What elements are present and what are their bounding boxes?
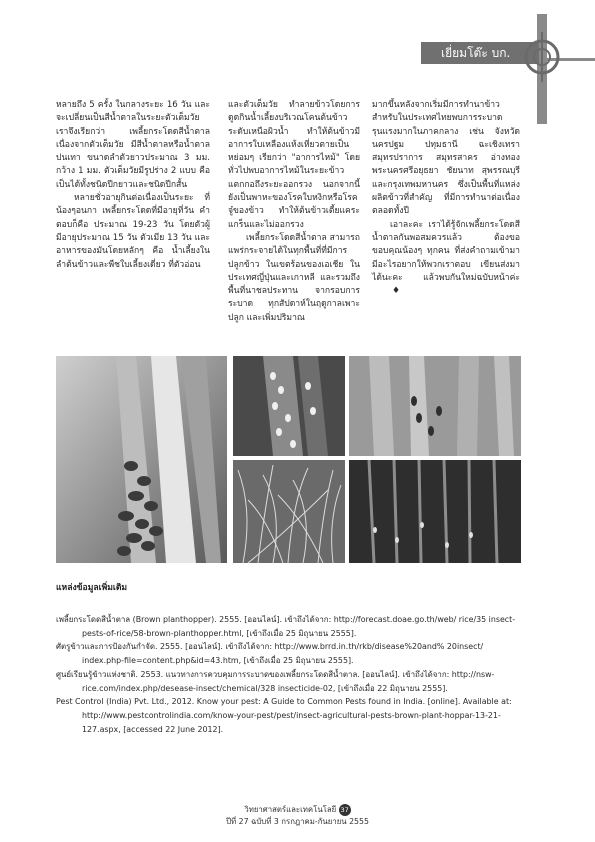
photo-rice-stems-infestation xyxy=(349,460,521,563)
reference-item: เพลี้ยกระโดดสีน้ำตาล (Brown planthopper). 2555. [ออนไลน์]. เข้าถึงได้จาก: http://forecast.doae.go.th/web/ rice/35 insect-pests-of-rice/58-brown-planthopper.html, [เข้าถึงเมื่อ 25 มิถุนายน 2555]. xyxy=(56,615,516,638)
paragraph: เพลี้ยกระโดดสีน้ำตาล สามารถแพร่กระจายได้ในทุกพื้นที่ที่มีการปลูกข้าว ในเขตร้อนของเอเชีย ในประเทศญี่ปุ่นและเกาหลี และรวมถึงพื้นที่นาชลประทาน จากรอบการระบาด ทุกสัปดาห์ในฤดูกาลเพาะปลูก และเพิ่มปริมาณ xyxy=(228,232,360,323)
text-column-2 xyxy=(228,99,360,325)
paragraph: มากขึ้นหลังจากเริ่มมีการทำนาข้าว สำหรับในประเทศไทยพบการระบาดรุนแรงมากในภาคกลาง เช่น จังหวัดนครปฐม ปทุมธานี ฉะเชิงเทรา สมุทรปราการ สมุทรสาคร อ่างทอง พระนครศรีอยุธยา ชัยนาท สุพรรณบุรี และกรุงเทพมหานคร ซึ่งเป็นพื้นที่แหล่งผลิตข้าวที่สำคัญ ที่มีการทำนาต่อเนื่องตลอดทั้งปี xyxy=(372,100,520,217)
paragraph: หลายถึง 5 ครั้ง ในกลางระยะ 16 วัน และจะเปลี่ยนเป็นสีน้ำตาลในระยะตัวเต็มวัย เราจึงเรียกว่า เพลี้ยกระโดดสีน้ำตาล เนื่องจากตัวเต็มวัย มีสีน้ำตาลหรือน้ำตาลปนเทา ขนาดลำตัวยาวประมาณ 3 มม. กว้าง 1 มม. ตัวเต็มวัยมีรูปร่าง 2 แบบ คือ เป็นได้ทั้งชนิดปีกยาวและชนิดปีกสั้น xyxy=(56,100,210,190)
paragraph xyxy=(372,219,520,299)
reference-item: Pest Control (India) Pvt. Ltd., 2012. Know your pest: A Guide to Common Pests found in India. [online]. Available at: http://www.pestcontrolindia.com/know-your-pest/pest/insect-agricultural-pests-brown-plant-hoppar-13-21-127.aspx, [accessed 22 June 2012]. xyxy=(56,697,512,734)
text-column-1 xyxy=(56,99,210,272)
section-title: เยี่ยมโต๊ะ บก. xyxy=(441,46,511,60)
photo-planthoppers-on-leaves xyxy=(349,356,521,456)
references-heading: แหล่งข้อมูลเพิ่มเติม xyxy=(56,583,128,593)
magazine-title: วิทยาศาสตร์และเทคโนโลยี xyxy=(244,805,337,814)
references-list xyxy=(56,613,522,736)
paragraph: และตัวเต็มวัย ทำลายข้าวโดยการดูดกินน้ำเลี้ยงบริเวณโคนต้นข้าวระดับเหนือผิวน้ำ ทำให้ต้นข้าวมีอาการใบเหลืองแห้งเหี่ยวตายเป็นหย่อมๆ เรียกว่า "อาการไหม้" โดยทั่วไปพบอาการไหม้ในระยะข้าวแตกกอถึงระยะออกรวง นอกจากนี้ยังเป็นพาหะของโรคใบหงิกหรือโรคจู๋ของข้าว ทำให้ต้นข้าวเตี้ยแคระแกร็นและไม่ออกรวง xyxy=(228,100,360,230)
reference-item: ศูนย์เรียนรู้ข้าวแห่งชาติ. 2553. แนวทางการควบคุมการระบาดของเพลี้ยกระโดดสีน้ำตาล. [ออนไลน์]. เข้าถึงได้จาก: http://nsw-rice.com/index.php/desease-insect/chemical/328 insecticide-02, [เข้าถึงเมื่อ 22 มิถุนายน 2555]. xyxy=(56,669,495,693)
end-mark-icon: ♦ xyxy=(392,286,401,297)
footer-magazine xyxy=(0,804,595,816)
text-column-3 xyxy=(372,99,520,298)
crosshair-icon xyxy=(517,32,567,82)
closing-text: เอาละคะ เราได้รู้จักเพลี้ยกระโดดสีน้ำตาลกันพอสมควรแล้ว ต้องขอขอบคุณน้องๆ ทุกคน ที่ส่งคำถามเข้ามา มีอะไรอยากให้พวกเราตอบ เขียนส่งมาได้นะคะ แล้วพบกันใหม่ฉบับหน้าค่ะ xyxy=(372,219,520,283)
photo-damaged-rice-field xyxy=(233,460,345,563)
reference-item: ศัตรูข้าวและการป้องกันกำจัด. 2555. [ออนไลน์]. เข้าถึงได้จาก: http://www.brrd.in.th/rkb/disease%20and% 20insect/ index.php-file=content.php&id=43.htm, [เข้าถึงเมื่อ 25 มิถุนายน 2555]. xyxy=(56,642,484,666)
page-number: 37 xyxy=(340,806,349,814)
footer-issue: ปีที่ 27 ฉบับที่ 3 กรกฎาคม-กันยายน 2555 xyxy=(226,817,369,826)
photo-planthoppers-on-stalk xyxy=(233,356,345,456)
photo-rice-stem-planthoppers xyxy=(56,356,227,563)
paragraph: หลายชั่วอายุกินต่อเนื่องเป็นระยะ ที่น้องๆอนกา เพลี้ยกระโดดที่มีอายุที่วัน คำตอบก็คือ ประมาณ 19-23 วัน โดยตัวผู้มีอายุประมาณ 15 วัน ตัวเมีย 13 วัน และอาหารของมันโดยหลักๆ คือ น้ำเลี้ยงในลำต้นข้าวและพืชใบเลี้ยงเดี่ยว ที่ตัวอ่อน xyxy=(56,193,210,270)
